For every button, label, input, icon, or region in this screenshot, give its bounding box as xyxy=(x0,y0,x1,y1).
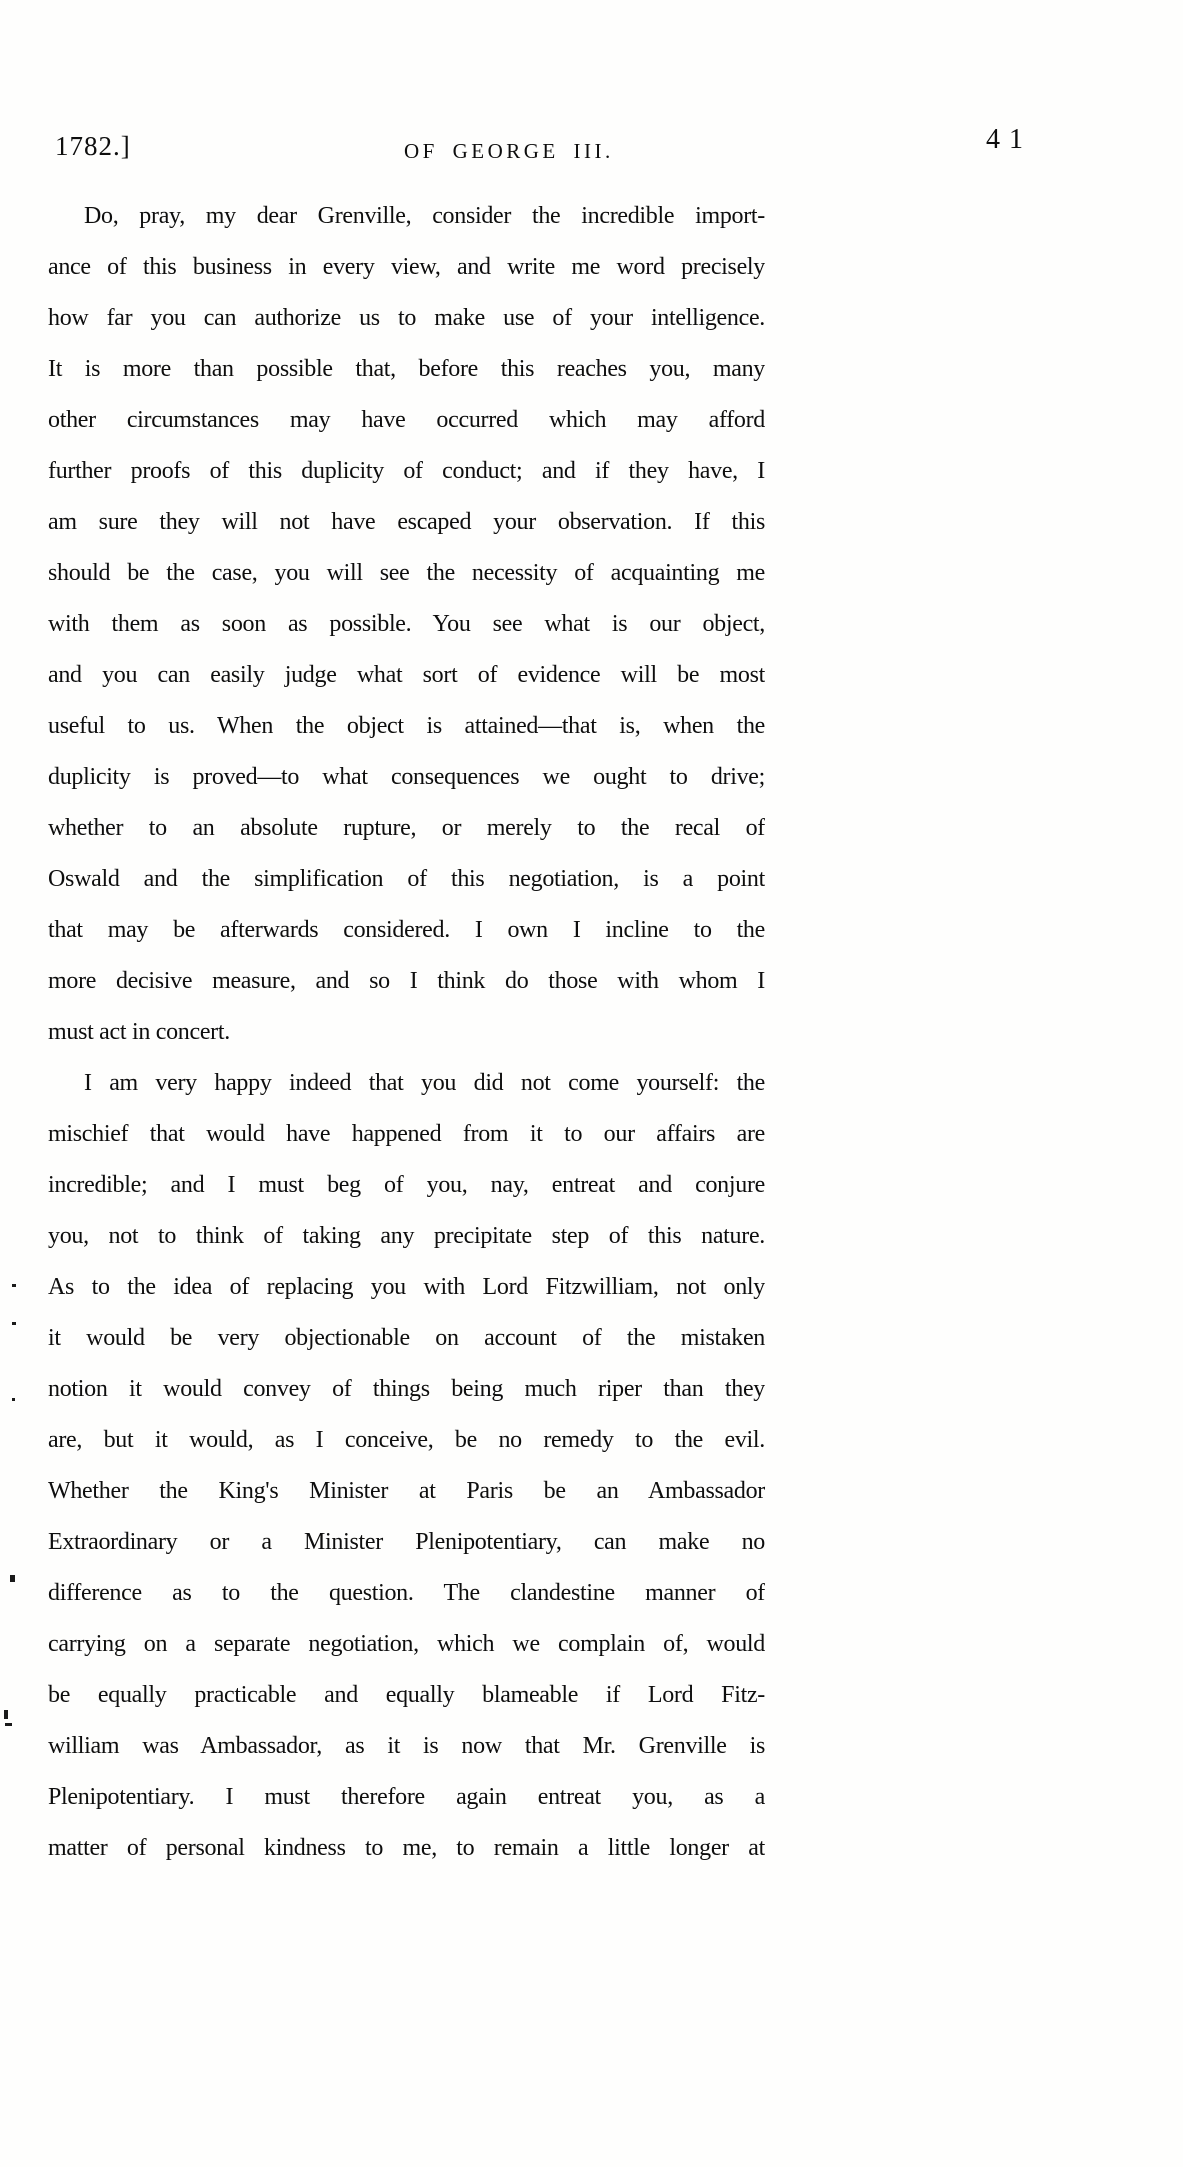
page-number: 41 xyxy=(986,124,1032,155)
text-line: that may be afterwards considered. I own I incline to the xyxy=(48,917,765,943)
text-line: Do, pray, my dear Grenville, consider the incredible import- xyxy=(84,203,765,229)
text-line: should be the case, you will see the necessity of acquainting me xyxy=(48,560,765,586)
text-line: It is more than possible that, before this reaches you, many xyxy=(48,356,765,382)
text-line: are, but it would, as I conceive, be no remedy to the evil. xyxy=(48,1427,765,1453)
text-line: matter of personal kindness to me, to remain a little longer at xyxy=(48,1835,765,1861)
text-line: carrying on a separate negotiation, which we complain of, would xyxy=(48,1631,765,1657)
text-line: notion it would convey of things being much riper than they xyxy=(48,1376,765,1402)
text-line: and you can easily judge what sort of evidence will be most xyxy=(48,662,765,688)
scan-speck xyxy=(4,1710,8,1719)
text-line: be equally practicable and equally blameable if Lord Fitz- xyxy=(48,1682,765,1708)
scan-speck xyxy=(10,1575,15,1582)
scan-speck xyxy=(5,1723,12,1726)
text-line: with them as soon as possible. You see what is our object, xyxy=(48,611,765,637)
text-line: must act in concert. xyxy=(48,1019,230,1045)
header-year: 1782.] xyxy=(55,131,131,161)
text-line: incredible; and I must beg of you, nay, entreat and conjure xyxy=(48,1172,765,1198)
text-line: Whether the King's Minister at Paris be an Ambassador xyxy=(48,1478,765,1504)
scan-speck xyxy=(12,1398,15,1401)
scan-speck xyxy=(12,1284,16,1287)
text-line: useful to us. When the object is attained—that is, when the xyxy=(48,713,765,739)
text-line: william was Ambassador, as it is now that Mr. Grenville is xyxy=(48,1733,765,1759)
text-line: mischief that would have happened from it to our affairs are xyxy=(48,1121,765,1147)
text-line: duplicity is proved—to what consequences we ought to drive; xyxy=(48,764,765,790)
text-line: you, not to think of taking any precipitate step of this nature. xyxy=(48,1223,765,1249)
text-line: Extraordinary or a Minister Plenipotentiary, can make no xyxy=(48,1529,765,1555)
text-line: further proofs of this duplicity of conduct; and if they have, I xyxy=(48,458,765,484)
text-line: how far you can authorize us to make use of your intelligence. xyxy=(48,305,765,331)
text-line: I am very happy indeed that you did not come yourself: the xyxy=(84,1070,765,1096)
text-line: more decisive measure, and so I think do those with whom I xyxy=(48,968,765,994)
text-line: Oswald and the simplification of this negotiation, is a point xyxy=(48,866,765,892)
header-title: OF GEORGE III. xyxy=(404,139,614,163)
text-line: am sure they will not have escaped your observation. If this xyxy=(48,509,765,535)
text-line: other circumstances may have occurred which may afford xyxy=(48,407,765,433)
text-line: whether to an absolute rupture, or merely to the recal of xyxy=(48,815,765,841)
text-line: Plenipotentiary. I must therefore again entreat you, as a xyxy=(48,1784,765,1810)
text-line: difference as to the question. The clandestine manner of xyxy=(48,1580,765,1606)
letter-body xyxy=(48,191,765,1874)
text-line: ance of this business in every view, and write me word precisely xyxy=(48,254,765,280)
text-line: it would be very objectionable on account of the mistaken xyxy=(48,1325,765,1351)
scan-speck xyxy=(12,1322,16,1325)
text-line: As to the idea of replacing you with Lord Fitzwilliam, not only xyxy=(48,1274,765,1300)
